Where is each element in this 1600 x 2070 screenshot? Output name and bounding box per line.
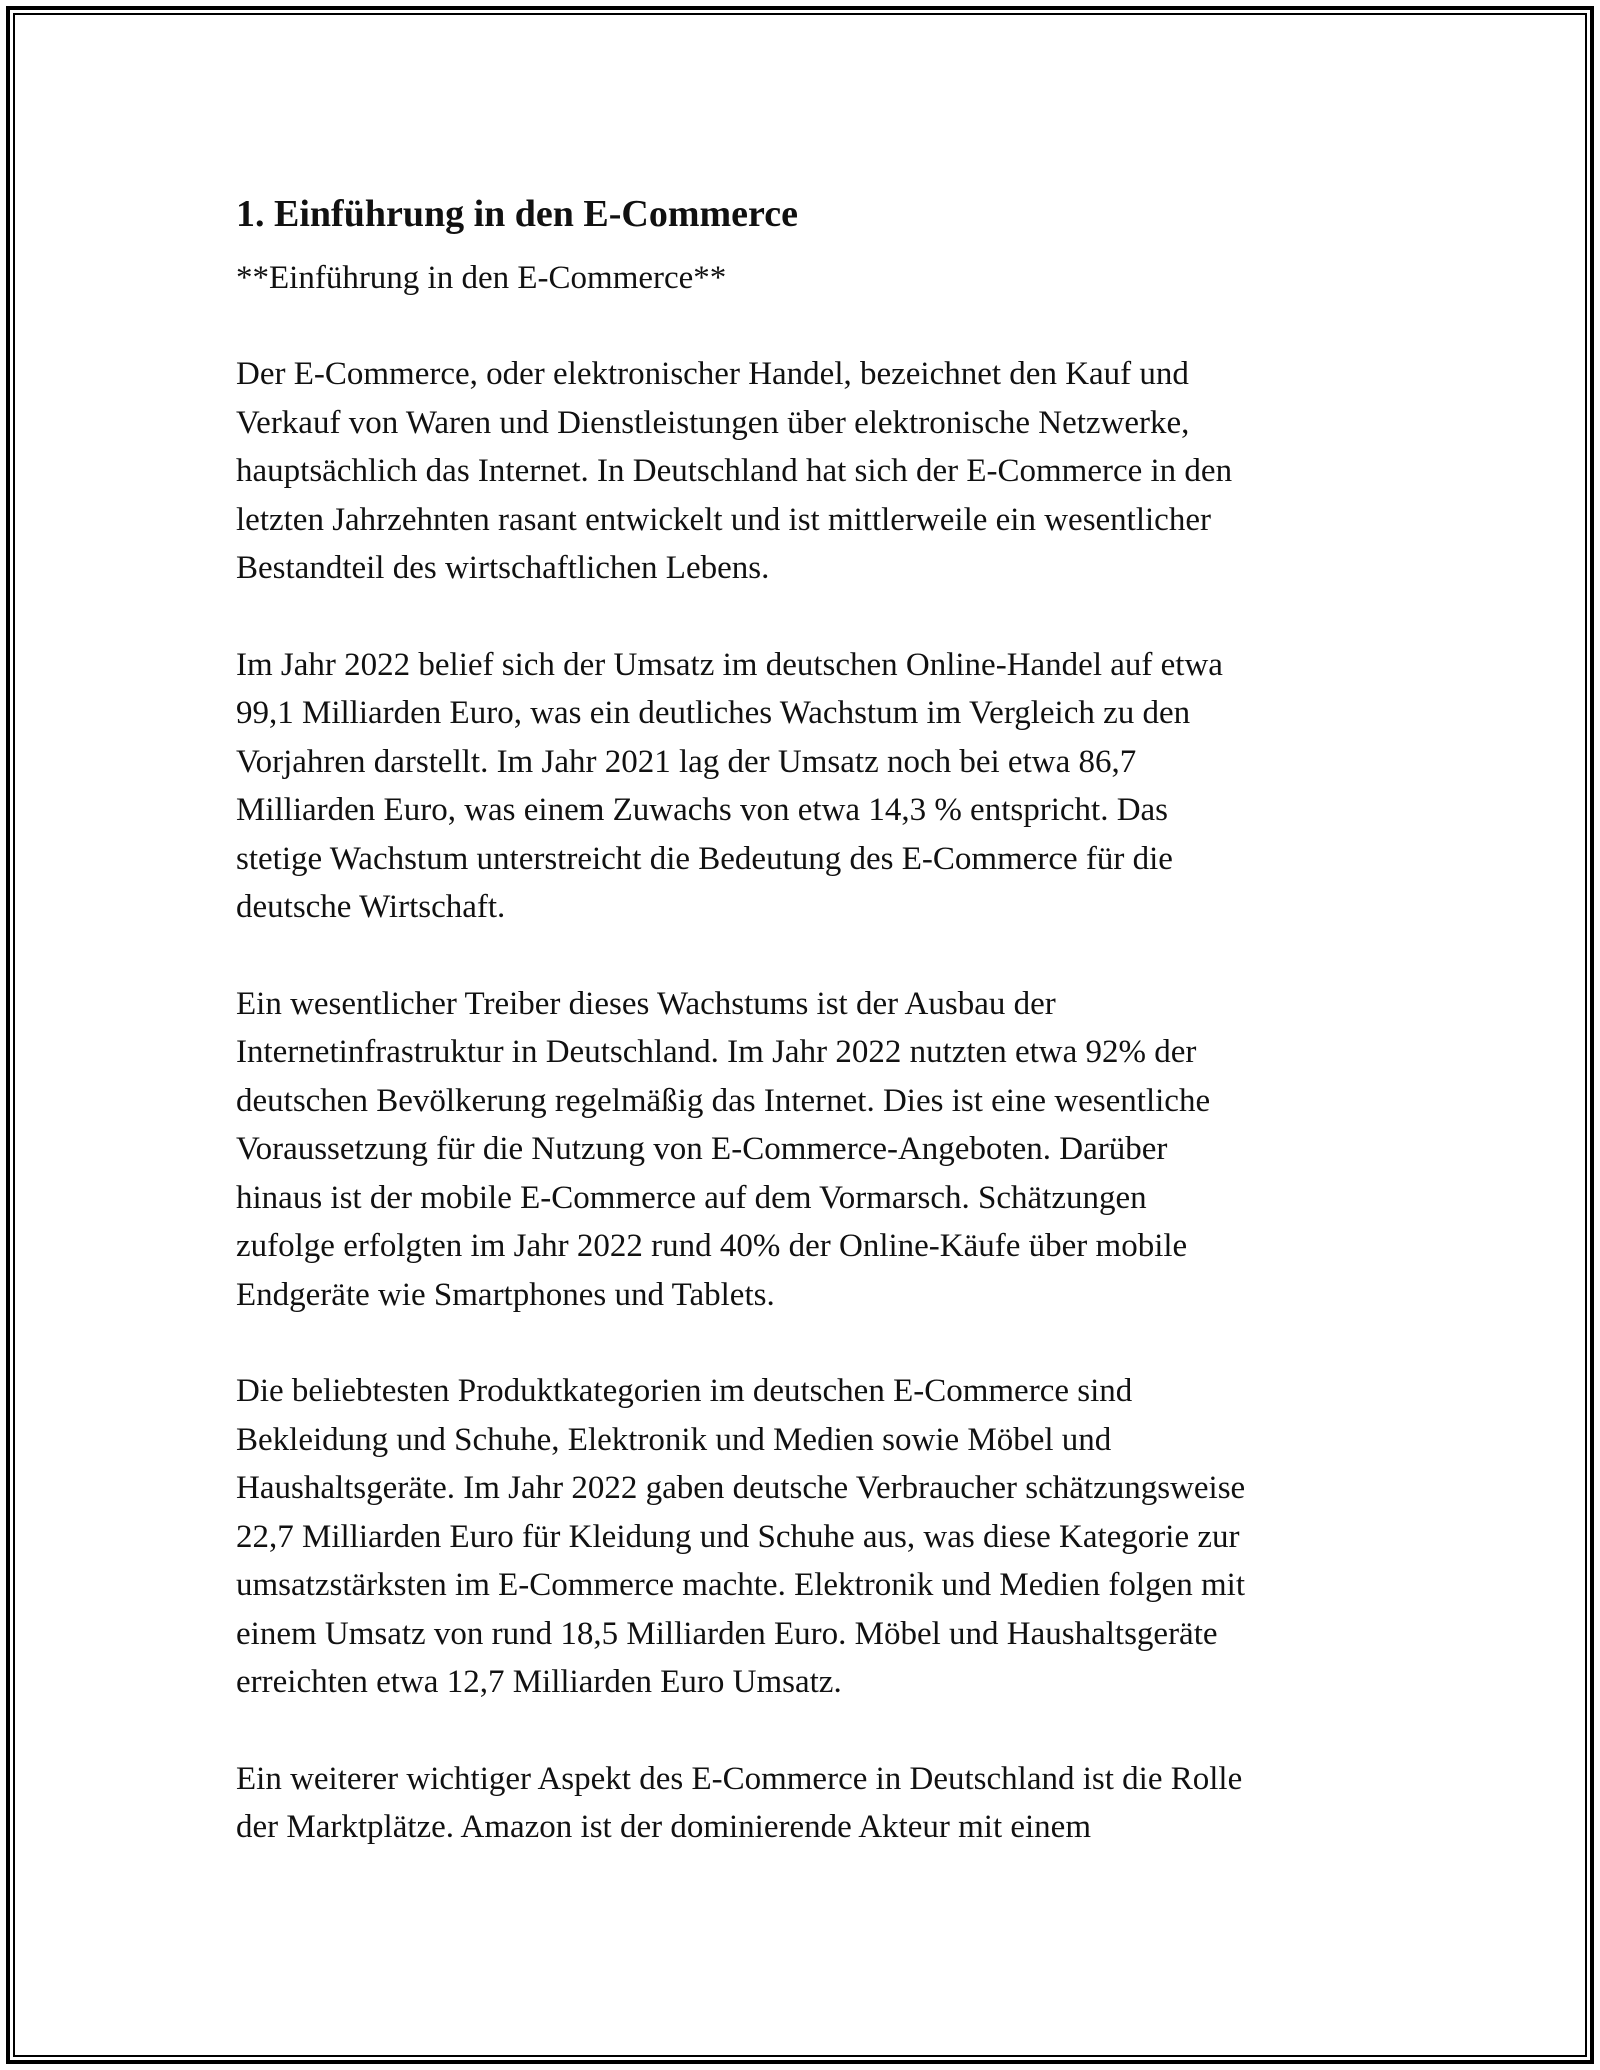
paragraph-3 xyxy=(236,980,1376,1320)
paragraph-line: Ein wesentlicher Treiber dieses Wachstums ist der Ausbau der xyxy=(236,985,1056,1022)
paragraph-line: letzten Jahrzehnten rasant entwickelt und ist mittlerweile ein wesentlicher xyxy=(236,501,1211,538)
paragraph-line: hinaus ist der mobile E-Commerce auf dem Vormarsch. Schätzungen xyxy=(236,1179,1147,1216)
paragraph-line: einem Umsatz von rund 18,5 Milliarden Euro. Möbel und Haushaltsgeräte xyxy=(236,1615,1218,1652)
paragraph-4 xyxy=(236,1367,1376,1707)
paragraph-5 xyxy=(236,1755,1376,1852)
paragraph-line: Internetinfrastruktur in Deutschland. Im Jahr 2022 nutzten etwa 92% der xyxy=(236,1034,1197,1070)
paragraph-line: Der E-Commerce, oder elektronischer Handel, bezeichnet den Kauf und xyxy=(236,356,1189,392)
paragraph-2 xyxy=(236,641,1376,932)
paragraph-line: deutschen Bevölkerung regelmäßig das Internet. Dies ist eine wesentliche xyxy=(236,1082,1211,1119)
paragraph-line: Endgeräte wie Smartphones und Tablets. xyxy=(236,1276,775,1313)
document-body xyxy=(236,188,1376,1852)
paragraph-line: Die beliebtesten Produktkategorien im deutschen E-Commerce sind xyxy=(236,1373,1133,1409)
paragraph-line: Haushaltsgeräte. Im Jahr 2022 gaben deutsche Verbraucher schätzungsweise xyxy=(236,1470,1246,1506)
paragraph-line: Milliarden Euro, was einem Zuwachs von etwa 14,3 % entspricht. Das xyxy=(236,792,1169,828)
paragraph-line: der Marktplätze. Amazon ist der dominierende Akteur mit einem xyxy=(236,1809,1091,1845)
section-title: 1. Einführung in den E-Commerce xyxy=(236,193,798,235)
section-subtitle: **Einführung in den E-Commerce** xyxy=(236,260,727,296)
paragraph-line: stetige Wachstum unterstreicht die Bedeutung des E-Commerce für die xyxy=(236,840,1173,877)
paragraph-line: zufolge erfolgten im Jahr 2022 rund 40% der Online-Käufe über mobile xyxy=(236,1228,1188,1264)
paragraph-line: Vorjahren darstellt. Im Jahr 2021 lag der Umsatz noch bei etwa 86,7 xyxy=(236,743,1137,780)
paragraph-1 xyxy=(236,350,1376,593)
paragraph-line: Im Jahr 2022 belief sich der Umsatz im deutschen Online-Handel auf etwa xyxy=(236,646,1223,683)
paragraph-line: Verkauf von Waren und Dienstleistungen über elektronische Netzwerke, xyxy=(236,404,1190,441)
paragraph-line: 99,1 Milliarden Euro, was ein deutliches Wachstum im Vergleich zu den xyxy=(236,695,1191,731)
paragraph-line: umsatzstärksten im E-Commerce machte. Elektronik und Medien folgen mit xyxy=(236,1567,1245,1603)
paragraph-line: hauptsächlich das Internet. In Deutschland hat sich der E-Commerce in den xyxy=(236,453,1233,489)
paragraph-line: erreichten etwa 12,7 Milliarden Euro Umsatz. xyxy=(236,1664,842,1700)
paragraph-line: deutsche Wirtschaft. xyxy=(236,889,506,925)
paragraph-line: 22,7 Milliarden Euro für Kleidung und Schuhe aus, was diese Kategorie zur xyxy=(236,1518,1240,1555)
paragraph-line: Voraussetzung für die Nutzung von E-Commerce-Angeboten. Darüber xyxy=(236,1131,1168,1167)
paragraph-line: Ein weiterer wichtiger Aspekt des E-Commerce in Deutschland ist die Rolle xyxy=(236,1760,1243,1797)
paragraph-line: Bekleidung und Schuhe, Elektronik und Medien sowie Möbel und xyxy=(236,1421,1112,1458)
paragraph-line: Bestandteil des wirtschaftlichen Lebens. xyxy=(236,550,770,586)
